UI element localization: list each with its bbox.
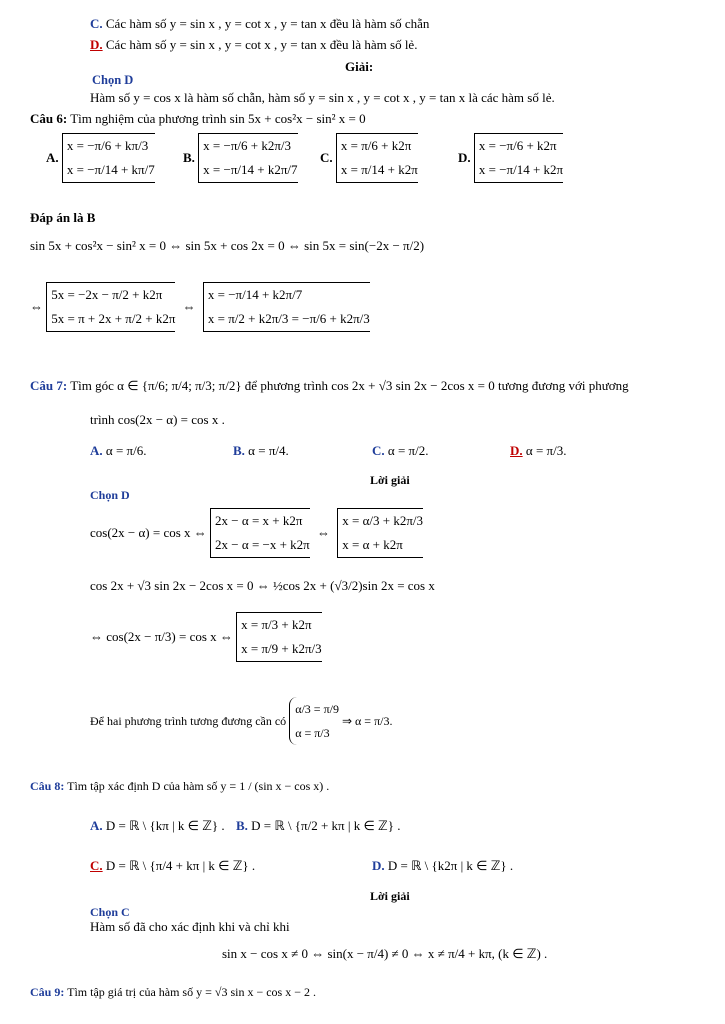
q7-statement-line2: trình cos(2x − α) = cos x . [90,412,225,427]
prev-option-c-label: C. [90,16,103,31]
q8-option-a-label: A. [90,818,103,833]
q7-option-d-label: D. [510,443,523,458]
q8-statement [30,778,329,794]
q7-line4-text: Để hai phương trình tương đương cần có [90,714,287,728]
q7-line3-a: x = π/3 + k2π [241,617,312,632]
q7-line1-d: x = α + k2π [342,537,403,552]
q7-option-d [510,443,566,459]
q7-text1: Tìm góc α ∈ {π/6; π/4; π/3; π/2} để phương trình cos 2x + √3 sin 2x − 2cos x = 0 tương đương với phương [70,378,629,393]
q7-line1-lhs: cos(2x − α) = cos x ⇔ [90,525,207,540]
prev-option-c [90,16,429,32]
q6-text: Tìm nghiệm của phương trình sin 5x + cos²x − sin² x = 0 [70,111,366,126]
prev-choice: Chọn D [92,73,134,87]
q6-option-b [183,133,298,183]
q6-option-a-line2: x = −π/14 + kπ/7 [66,162,155,177]
q7-line4-a: α/3 = π/9 [295,702,339,716]
q8-option-a-text: D = ℝ \ {kπ | k ∈ ℤ} . [105,818,225,833]
q7-label: Câu 7: [30,378,68,393]
q8-label: Câu 8: [30,779,65,793]
q8-result: sin x − cos x ≠ 0 ⇔ sin(x − π/4) ≠ 0 ⇔ x ≠ π/4 + kπ, (k ∈ ℤ) . [222,946,548,961]
q7-line1-b: 2x − α = −x + k2π [215,537,310,552]
q8-option-d [372,858,513,874]
q7-line3 [90,612,322,662]
q6-option-d-system [474,133,563,183]
prev-explanation: Hàm số y = cos x là hàm số chẵn, hàm số y = sin x , y = cot x , y = tan x là các hàm số lẻ. [90,90,555,105]
prev-option-d-text: Các hàm số y = sin x , y = cot x , y = tan x đều là hàm số lẻ. [105,37,418,52]
q8-option-c-text: D = ℝ \ {π/4 + kπ | k ∈ ℤ} . [105,858,256,873]
q6-option-c-system [336,133,418,183]
q6-option-b-line1: x = −π/6 + k2π/3 [203,138,292,153]
q8-option-d-text: D = ℝ \ {k2π | k ∈ ℤ} . [387,858,514,873]
q8-choice: Chọn C [90,905,130,919]
q6-step3-line2: x = π/2 + k2π/3 = −π/6 + k2π/3 [207,311,370,326]
q7-line2: cos 2x + √3 sin 2x − 2cos x = 0 ⇔ ½cos 2x + (√3/2)sin 2x = cos x [90,578,435,593]
q7-line3-system [236,612,322,662]
q7-line1-c: x = α/3 + k2π/3 [342,513,424,528]
q7-option-b [233,443,289,459]
q6-option-c-line1: x = π/6 + k2π [340,138,412,153]
prev-solution-heading: Giải: [345,59,374,74]
q7-line1-a: 2x − α = x + k2π [215,513,303,528]
q6-option-c [320,133,418,183]
q8-option-b-text: D = ℝ \ {π/2 + kπ | k ∈ ℤ} . [251,818,401,833]
q7-option-b-text: α = π/4. [248,443,289,458]
q8-option-b-label: B. [236,818,248,833]
prev-option-d [90,37,417,53]
q6-option-b-label: B. [183,150,195,165]
q6-step3-system [203,282,370,332]
q8-option-b [236,818,400,834]
q7-line4-b: α = π/3 [295,726,330,740]
q6-step3-line1: x = −π/14 + k2π/7 [207,287,303,302]
q8-option-a [90,818,225,834]
q7-solution-heading: Lời giải [370,473,410,487]
q7-option-c-text: α = π/2. [387,443,429,458]
q6-option-b-system [198,133,297,183]
q7-line4 [90,697,392,745]
q7-line3-lhs: ⇔ cos(2x − π/3) = cos x ⇔ [90,629,233,644]
q6-label: Câu 6: [30,111,68,126]
q7-option-c-label: C. [372,443,385,458]
q9-label: Câu 9: [30,985,65,999]
q6-option-a-line1: x = −π/6 + kπ/3 [66,138,149,153]
q9-text: Tìm tập giá trị của hàm số y = √3 sin x − cos x − 2 . [67,985,316,999]
q6-option-d-label: D. [458,150,471,165]
q6-option-c-label: C. [320,150,333,165]
q6-answer: Đáp án là B [30,210,96,225]
q6-option-a-label: A. [46,150,59,165]
q7-line1-system-b [337,508,423,558]
prev-option-c-text: Các hàm số y = sin x , y = cot x , y = tan x đều là hàm số chẵn [105,16,430,31]
q7-line1-system-a [210,508,310,558]
q8-explanation: Hàm số đã cho xác định khi và chỉ khi [90,919,290,934]
q7-line3-b: x = π/9 + k2π/3 [241,641,322,656]
q6-step2-line2: 5x = π + 2x + π/2 + k2π [51,311,176,326]
q6-option-d-line2: x = −π/14 + k2π [478,162,564,177]
q7-line4-system [289,697,339,745]
q7-option-a-text: α = π/6. [105,443,147,458]
q8-option-c [90,858,255,874]
q7-option-b-label: B. [233,443,245,458]
q6-option-b-line2: x = −π/14 + k2π/7 [203,162,298,177]
q7-choice: Chọn D [90,488,130,502]
q6-step2: ⇔ 5x = −2x − π/2 + k2π 5x = π + 2x + π/2 + k2π ⇔ x = −π/14 + k2π/7 x = π/2 + k2π/3 = −π/6 + k2π/3 [30,282,370,332]
q6-option-a-system [62,133,155,183]
q7-statement-line1 [30,378,629,394]
q6-statement [30,111,366,127]
q7-line4-result: ⇒ α = π/3. [341,714,393,728]
q6-step2-system [46,282,175,332]
q8-option-c-label: C. [90,858,103,873]
q8-text: Tìm tập xác định D của hàm số y = 1 / (sin x − cos x) . [67,779,330,793]
q7-line1: cos(2x − α) = cos x ⇔ 2x − α = x + k2π 2x − α = −x + k2π ⇔ x = α/3 + k2π/3 x = α + k2π [90,508,423,558]
q7-option-c [372,443,428,459]
q7-option-a [90,443,146,459]
q6-option-d [458,133,563,183]
q6-option-c-line2: x = π/14 + k2π [340,162,418,177]
q8-option-d-label: D. [372,858,385,873]
q7-option-d-text: α = π/3. [525,443,567,458]
q6-step1: sin 5x + cos²x − sin² x = 0 ⇔ sin 5x + cos 2x = 0 ⇔ sin 5x = sin(−2x − π/2) [30,238,425,253]
q8-solution-heading: Lời giải [370,889,410,903]
q6-option-d-line1: x = −π/6 + k2π [478,138,557,153]
q9-statement [30,984,316,1000]
prev-option-d-label: D. [90,37,103,52]
q6-step2-line1: 5x = −2x − π/2 + k2π [51,287,163,302]
q6-option-a [46,133,155,183]
q7-option-a-label: A. [90,443,103,458]
